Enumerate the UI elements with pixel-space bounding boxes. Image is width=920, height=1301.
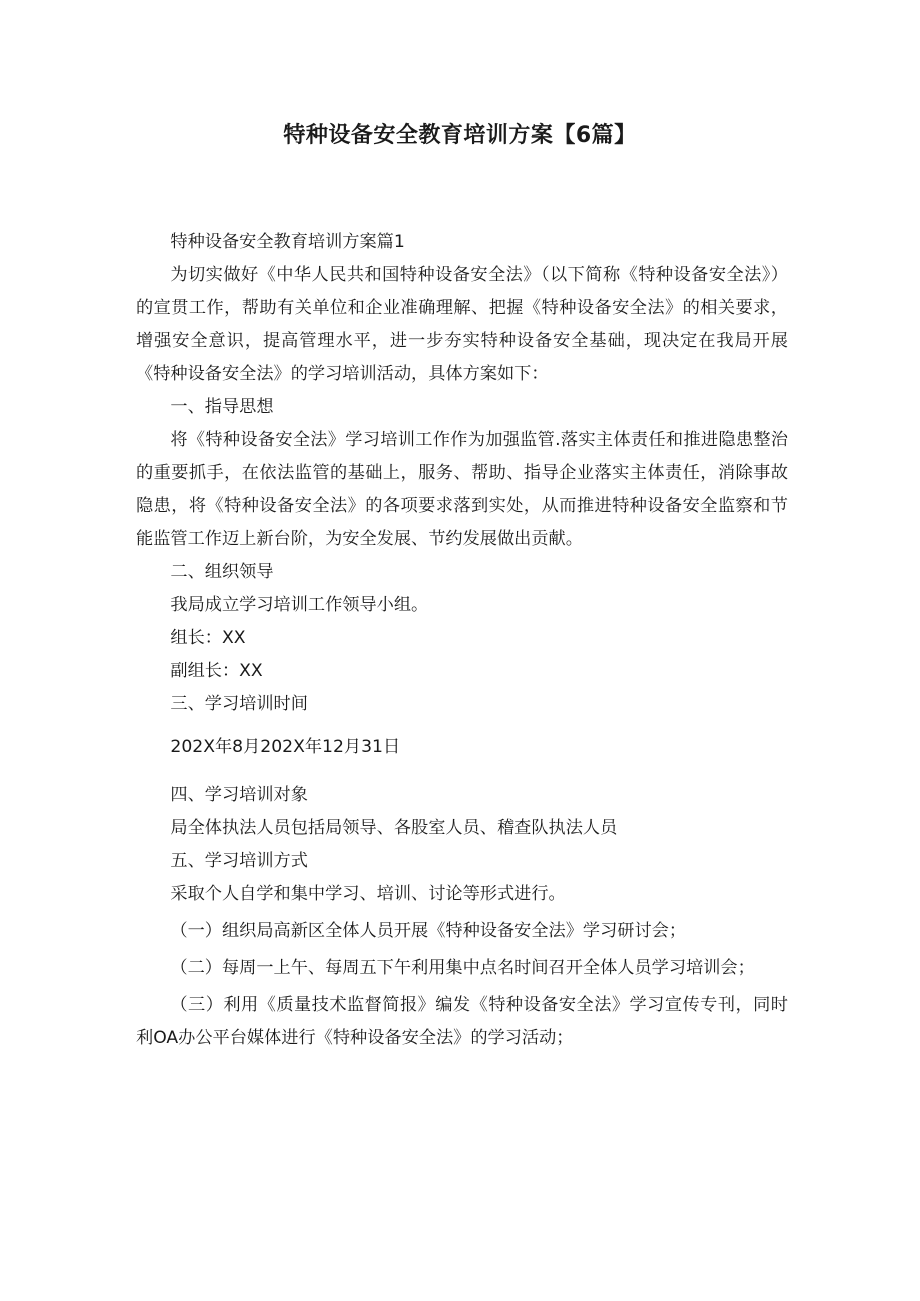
list-item: （二）每周一上午、每周五下午利用集中点名时间召开全体人员学习培训会； (170, 958, 755, 978)
deputy-leader-line: 副组长：XX (170, 661, 263, 681)
body-paragraph: 我局成立学习培训工作领导小组。 (170, 595, 429, 615)
section-heading: 二、组织领导 (170, 562, 274, 582)
section-heading: 四、学习培训对象 (170, 785, 308, 805)
section-heading: 五、学习培训方式 (170, 851, 308, 871)
body-paragraph: 将《特种设备安全法》学习培训工作作为加强监管.落实主体责任和推进隐患整治的重要抓手，在依法监管的基础上，服务、帮助、指导企业落实主体责任，消除事故隐患，将《特种设备安全法》的各项要求落到实处，从而推进特种设备安全监察和节能监管工作迈上新台阶，为安全发展、节约发展做出贡献。 (136, 430, 788, 549)
list-item: （一）组织局高新区全体人员开展《特种设备安全法》学习研讨会； (170, 921, 687, 941)
leader-line: 组长：XX (170, 628, 246, 648)
section-heading: 三、学习培训时间 (170, 694, 308, 714)
list-item: （三）利用《质量技术监督简报》编发《特种设备安全法》学习宣传专刊，同时利OA办公平台媒体进行《特种设备安全法》的学习活动； (136, 995, 788, 1048)
document-title: 特种设备安全教育培训方案【6篇】 (283, 123, 637, 148)
section-heading: 特种设备安全教育培训方案篇1 (170, 232, 405, 252)
body-paragraph: 局全体执法人员包括局领导、各股室人员、稽查队执法人员 (170, 818, 618, 838)
body-paragraph: 采取个人自学和集中学习、培训、讨论等形式进行。 (170, 884, 566, 904)
intro-paragraph: 为切实做好《中华人民共和国特种设备安全法》（以下简称《特种设备安全法》）的宣贯工作，帮助有关单位和企业准确理解、把握《特种设备安全法》的相关要求，增强安全意识，提高管理水平，进一步夯实特种设备安全基础，现决定在我局开展《特种设备安全法》的学习培训活动，具体方案如下： (136, 265, 788, 384)
training-date: 202X年8月202X年12月31日 (170, 737, 401, 757)
document-body (136, 226, 788, 1055)
section-heading: 一、指导思想 (170, 397, 274, 417)
